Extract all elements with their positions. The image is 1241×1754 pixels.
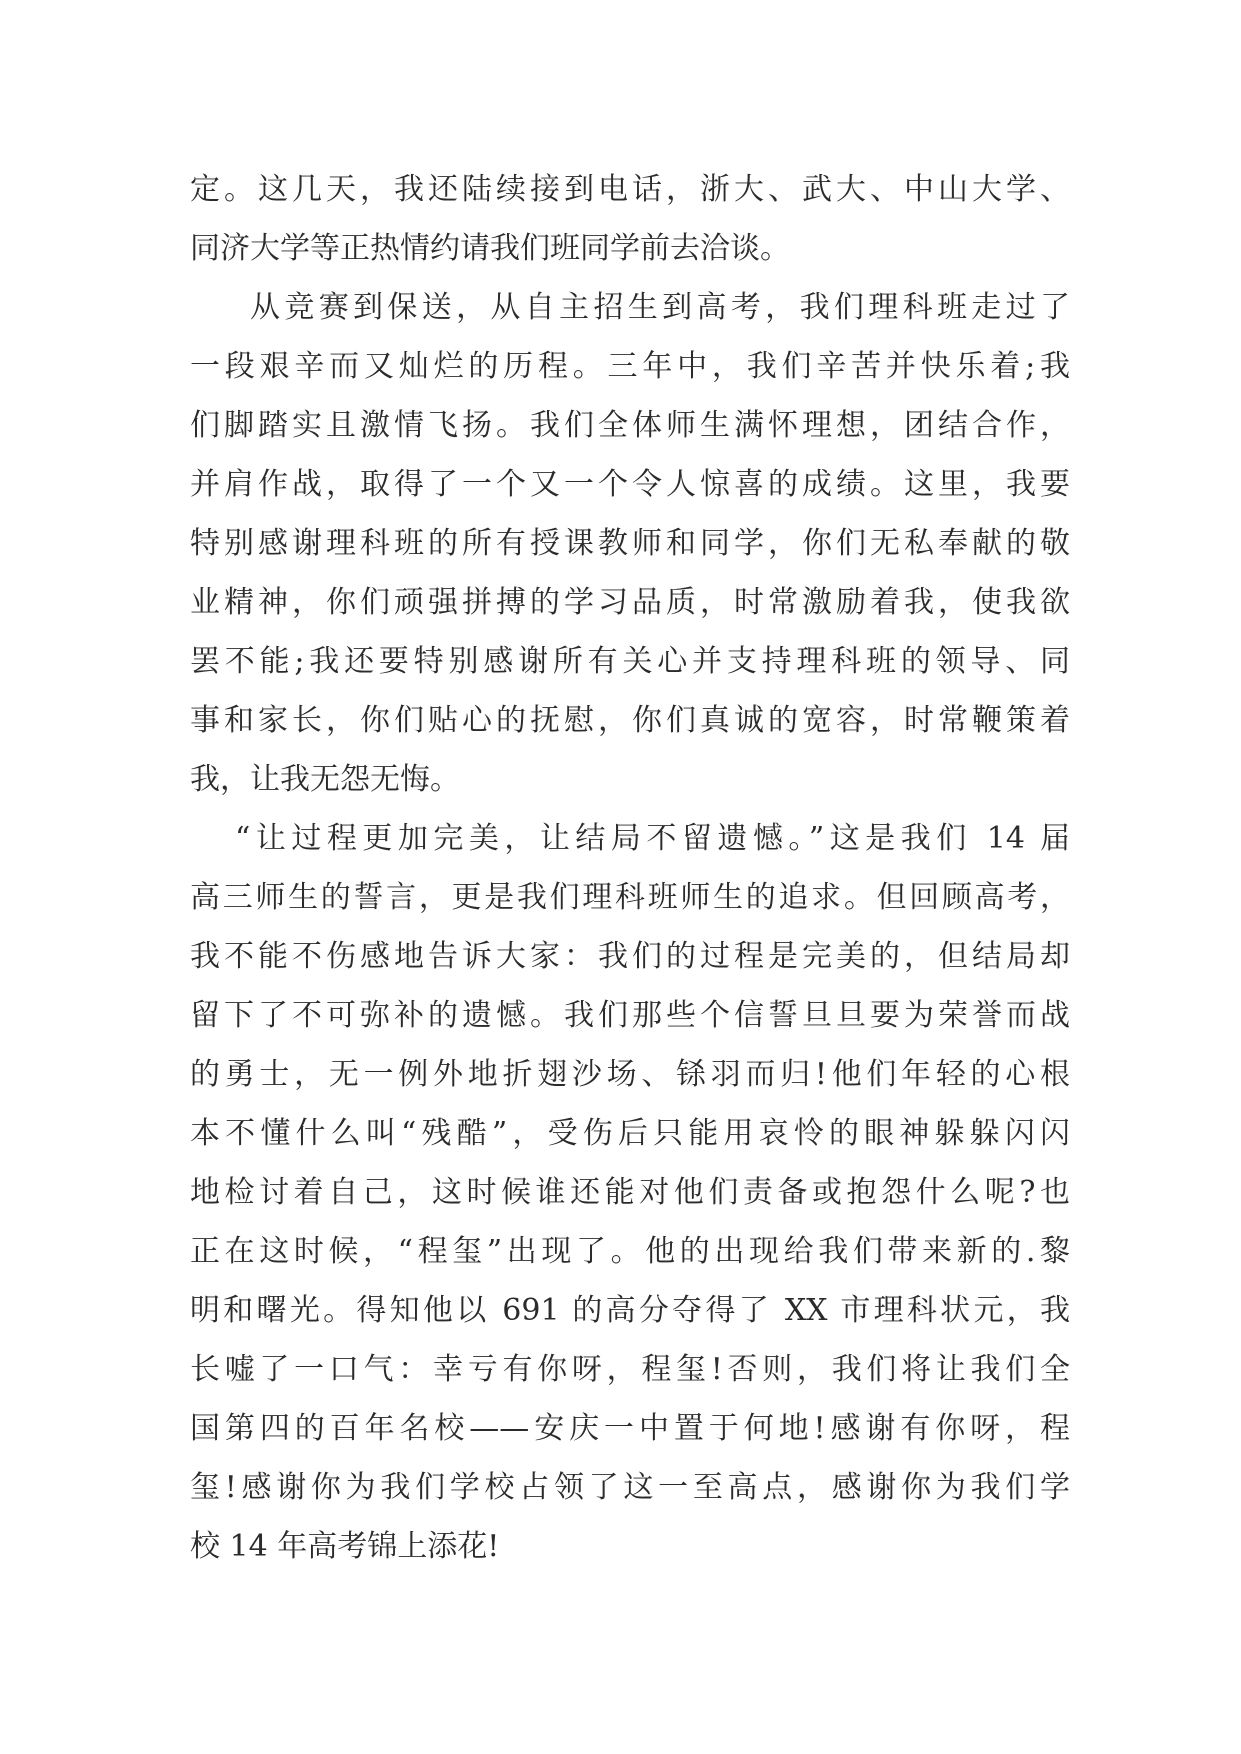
text-line: 罢不能;我还要特别感谢所有关心并支持理科班的领导、同 — [190, 644, 1070, 679]
text-line: 玺!感谢你为我们学校占领了这一至高点，感谢你为我们学 — [190, 1470, 1070, 1505]
text-line: 的勇士，无一例外地折翅沙场、铩羽而归!他们年轻的心根 — [190, 1057, 1070, 1092]
text-line: 一段艰辛而又灿烂的历程。三年中，我们辛苦并快乐着;我 — [190, 349, 1070, 384]
text-line: 本不懂什么叫“残酷”，受伤后只能用哀怜的眼神躲躲闪闪 — [190, 1116, 1070, 1151]
text-line: 长嘘了一口气：幸亏有你呀，程玺!否则，我们将让我们全 — [190, 1352, 1070, 1387]
text-line: 定。这几天，我还陆续接到电话，浙大、武大、中山大学、 — [190, 172, 1070, 207]
text-line: 明和曙光。得知他以 691 的高分夺得了 XX 市理科状元，我 — [190, 1293, 1070, 1328]
text-line: 我不能不伤感地告诉大家：我们的过程是完美的，但结局却 — [190, 939, 1070, 974]
text-line: “让过程更加完美，让结局不留遗憾。”这是我们 14 届 — [235, 821, 1070, 856]
text-line: 留下了不可弥补的遗憾。我们那些个信誓旦旦要为荣誉而战 — [190, 998, 1070, 1033]
text-line: 们脚踏实且激情飞扬。我们全体师生满怀理想，团结合作， — [190, 408, 1070, 443]
text-line: 正在这时候，“程玺”出现了。他的出现给我们带来新的.黎 — [190, 1234, 1070, 1269]
text-line: 并肩作战，取得了一个又一个令人惊喜的成绩。这里，我要 — [190, 467, 1070, 502]
body-text — [190, 160, 1070, 1576]
text-line: 国第四的百年名校——安庆一中置于何地!感谢有你呀，程 — [190, 1411, 1070, 1446]
text-line: 同济大学等正热情约请我们班同学前去洽谈。 — [190, 231, 790, 266]
text-line: 从竞赛到保送，从自主招生到高考，我们理科班走过了 — [250, 290, 1070, 325]
text-line: 校 14 年高考锦上添花! — [190, 1529, 500, 1564]
text-line: 事和家长，你们贴心的抚慰，你们真诚的宽容，时常鞭策着 — [190, 703, 1070, 738]
text-line: 我，让我无怨无悔。 — [190, 762, 460, 797]
text-line: 高三师生的誓言，更是我们理科班师生的追求。但回顾高考， — [190, 880, 1070, 915]
text-line: 地检讨着自己，这时候谁还能对他们责备或抱怨什么呢?也 — [190, 1175, 1070, 1210]
text-line: 特别感谢理科班的所有授课教师和同学，你们无私奉献的敬 — [190, 526, 1070, 561]
text-line: 业精神，你们顽强拼搏的学习品质，时常激励着我，使我欲 — [190, 585, 1070, 620]
